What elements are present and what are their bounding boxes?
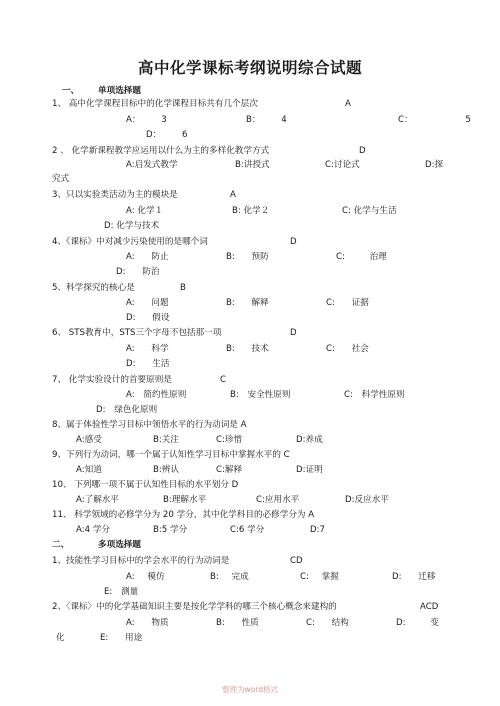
option-b: B: 化学２ [232,206,270,216]
option-b: B： 4 [246,115,287,125]
section-heading: 多项选择题 [98,540,141,550]
option-d: D:7 [310,525,325,535]
option-d-continued: 化 [56,633,65,643]
option-c: C:珍惜 [216,435,243,445]
answer-key: D [290,328,297,338]
option-a: A:4 学分 [76,525,111,535]
option-d: D: 防治 [116,267,160,277]
option-a: A:了解水平 [76,495,119,505]
section-number: 一、 [62,86,80,96]
question-stem: 5、科学探究的核心是 [52,283,135,293]
option-b: B:理解水平 [163,495,207,505]
option-a: A: 物质 [126,618,169,628]
question-stem: 9、下列行为动词，哪一个属于认知性学习目标中掌握水平的 C [52,450,290,460]
option-d: D:探 [425,160,444,170]
option-c: C:应用水平 [256,495,300,505]
option-c: C: 治理 [336,252,387,262]
answer-key: D [359,146,366,156]
question-stem: 1、技能性学习目标中的学会水平的行为动词是 [52,556,230,566]
option-d: D： 6 [146,130,188,140]
question-stem: 8、属于体验性学习目标中领悟水平的行为动词是 A [52,420,247,430]
option-e: E: 用途 [100,633,143,643]
option-c: C:解释 [216,465,243,475]
answer-key: C [220,375,227,385]
option-a: A: 防止 [126,252,169,262]
option-d: D:反应水平 [345,495,389,505]
answer-key: A [230,190,236,200]
option-a: A： 3 [126,115,167,125]
option-a: A:启发式教学 [126,160,178,170]
option-c: C： 5 [398,115,471,125]
option-b: B: 完成 [210,572,249,582]
option-d: D: 变 [396,618,439,628]
option-c: C: 科学性原则 [344,390,405,400]
option-d: D:养成 [296,435,323,445]
question-stem: 1、 高中化学课程目标中的化学课程目标共有几个层次 [52,99,258,109]
answer-key: B [180,283,186,293]
option-a: A: 模仿 [126,572,165,582]
option-b: B:讲授式 [235,160,270,170]
option-e: E: 测量 [104,587,139,597]
option-b: B:关注 [153,435,179,445]
answer-key: CD [290,556,303,566]
answer-key: ACD [420,602,439,612]
option-d: D: 生活 [126,359,170,369]
option-d: D: 化学与技术 [104,221,160,231]
answer-key: A [345,99,351,109]
question-stem: 10、 下列哪一项不属于认知性目标的水平划分 D [52,480,239,490]
option-a: A:感受 [76,435,102,445]
question-stem: 6、 STS教育中，STS三个字母不包括那一项 [52,328,222,338]
option-a: A: 问题 [126,298,169,308]
option-c: C: 社会 [326,344,369,354]
option-c: C: 证据 [326,298,369,308]
option-d-continued: 究式 [52,174,70,184]
question-stem: 3、只以实验类活动为主的模块是 [52,190,178,200]
question-stem: 2 、 化学新课程教学应运用以什么为主的多样化教学方式 [52,146,270,156]
question-stem: 4、《课标》中对减少污染使用的是哪个词 [52,237,208,247]
option-c: C: 化学与生活 [342,206,397,216]
section-heading: 单项选择题 [98,86,141,96]
option-b: B: 解释 [226,298,269,308]
option-b: B:辨认 [153,465,179,475]
option-c: C: 结构 [306,618,349,628]
question-stem: 2、〈课标〉中的化学基础知识主要是按化学学科的哪三个核心概念来建构的 [52,602,337,612]
option-b: B: 安全性原则 [230,390,291,400]
option-a: A: 化学１ [126,206,164,216]
question-stem: 7、 化学实验设计的首要原则是 [52,375,172,385]
option-b: B: 性质 [216,618,259,628]
option-a: A:知道 [76,465,102,475]
option-c: C: 掌握 [300,572,339,582]
answer-key: D [290,237,297,247]
page-title: 高中化学课标考纲说明综合试题 [137,59,362,77]
option-a: A: 简约性原则 [126,390,187,400]
section-number: 二、 [52,540,70,550]
option-b: B: 预防 [226,252,269,262]
option-b: B: 技术 [226,344,269,354]
option-d: D: 迁移 [392,572,436,582]
option-d: D: 绿色化原则 [96,405,158,415]
option-c: C:6 学分 [230,525,265,535]
option-c: C:讨论式 [325,160,360,170]
option-b: B:5 学分 [153,525,188,535]
option-d: D:证明 [296,465,323,475]
option-d: D: 假设 [126,313,170,323]
watermark-footer: 整理为word格式 [222,685,278,694]
option-a: A: 科学 [126,344,169,354]
question-stem: 11、 科学领域的必修学分为 20 学分，其中化学科目的必修学分为 A [52,510,315,520]
